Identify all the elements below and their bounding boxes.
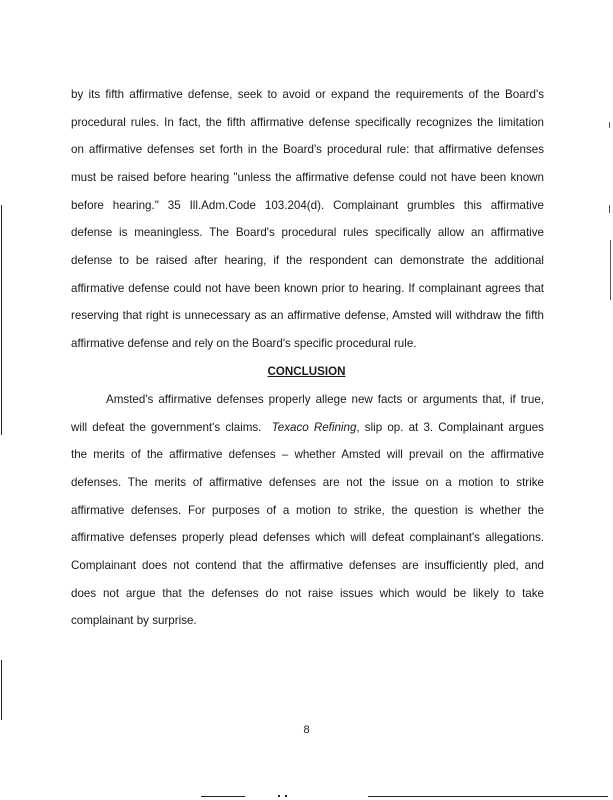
text-segment: will defeat the government's claims.: [71, 421, 262, 434]
page-number: 8: [303, 724, 310, 736]
body-line: reserving that right is unnecessary as an affirmative defense, Amsted will withdraw the fifth: [71, 309, 544, 322]
body-line: on affirmative defenses set forth in the Board's procedural rule: that affirmative defenses: [71, 143, 544, 156]
body-line: defenses. The merits of affirmative defenses are not the issue on a motion to strike: [71, 476, 544, 489]
section-heading-conclusion: CONCLUSION: [267, 365, 346, 378]
scan-edge-mark: [1, 205, 2, 435]
body-line: the merits of the affirmative defenses – whether Amsted will prevail on the affirmative: [71, 448, 544, 461]
case-citation: Texaco Refining: [271, 421, 357, 434]
scan-edge-mark: [609, 205, 610, 213]
body-line: complainant by surprise.: [71, 614, 197, 627]
body-line: Complainant does not contend that the affirmative defenses are insufficiently pled, and: [71, 559, 544, 572]
scan-bottom-mark: [201, 796, 245, 797]
scan-edge-mark: [609, 122, 610, 128]
scan-edge-mark: [610, 240, 611, 300]
body-line: defense is meaningless. The Board's procedural rules specifically allow an affirmative: [71, 226, 544, 239]
body-line: affirmative defense and rely on the Board's specific procedural rule.: [71, 337, 417, 350]
scan-speck: [278, 795, 280, 797]
body-line: does not argue that the defenses do not raise issues which would be likely to take: [71, 587, 544, 600]
body-line: procedural rules. In fact, the fifth affirmative defense specifically recognizes the limitation: [71, 116, 544, 129]
scan-bottom-mark: [368, 796, 608, 797]
text-segment: , slip op. at 3. Complainant argues: [356, 421, 544, 434]
body-line: Amsted's affirmative defenses properly allege new facts or arguments that, if true,: [106, 393, 544, 406]
body-line: defense to be raised after hearing, if the respondent can demonstrate the additional: [71, 254, 544, 267]
body-line: affirmative defenses. For purposes of a motion to strike, the question is whether the: [71, 504, 544, 517]
body-line: before hearing." 35 Ill.Adm.Code 103.204(d). Complainant grumbles this affirmative: [71, 199, 544, 212]
body-line-citation: [71, 421, 544, 435]
body-line: must be raised before hearing "unless the affirmative defense could not have been known: [71, 171, 544, 184]
body-line: affirmative defense could not have been known prior to hearing. If complainant agrees that: [71, 282, 544, 295]
scan-edge-mark: [1, 660, 2, 720]
body-line: by its fifth affirmative defense, seek to avoid or expand the requirements of the Board's: [71, 88, 544, 101]
scan-speck: [285, 795, 287, 797]
body-line: affirmative defenses properly plead defenses which will defeat complainant's allegations.: [71, 531, 544, 544]
